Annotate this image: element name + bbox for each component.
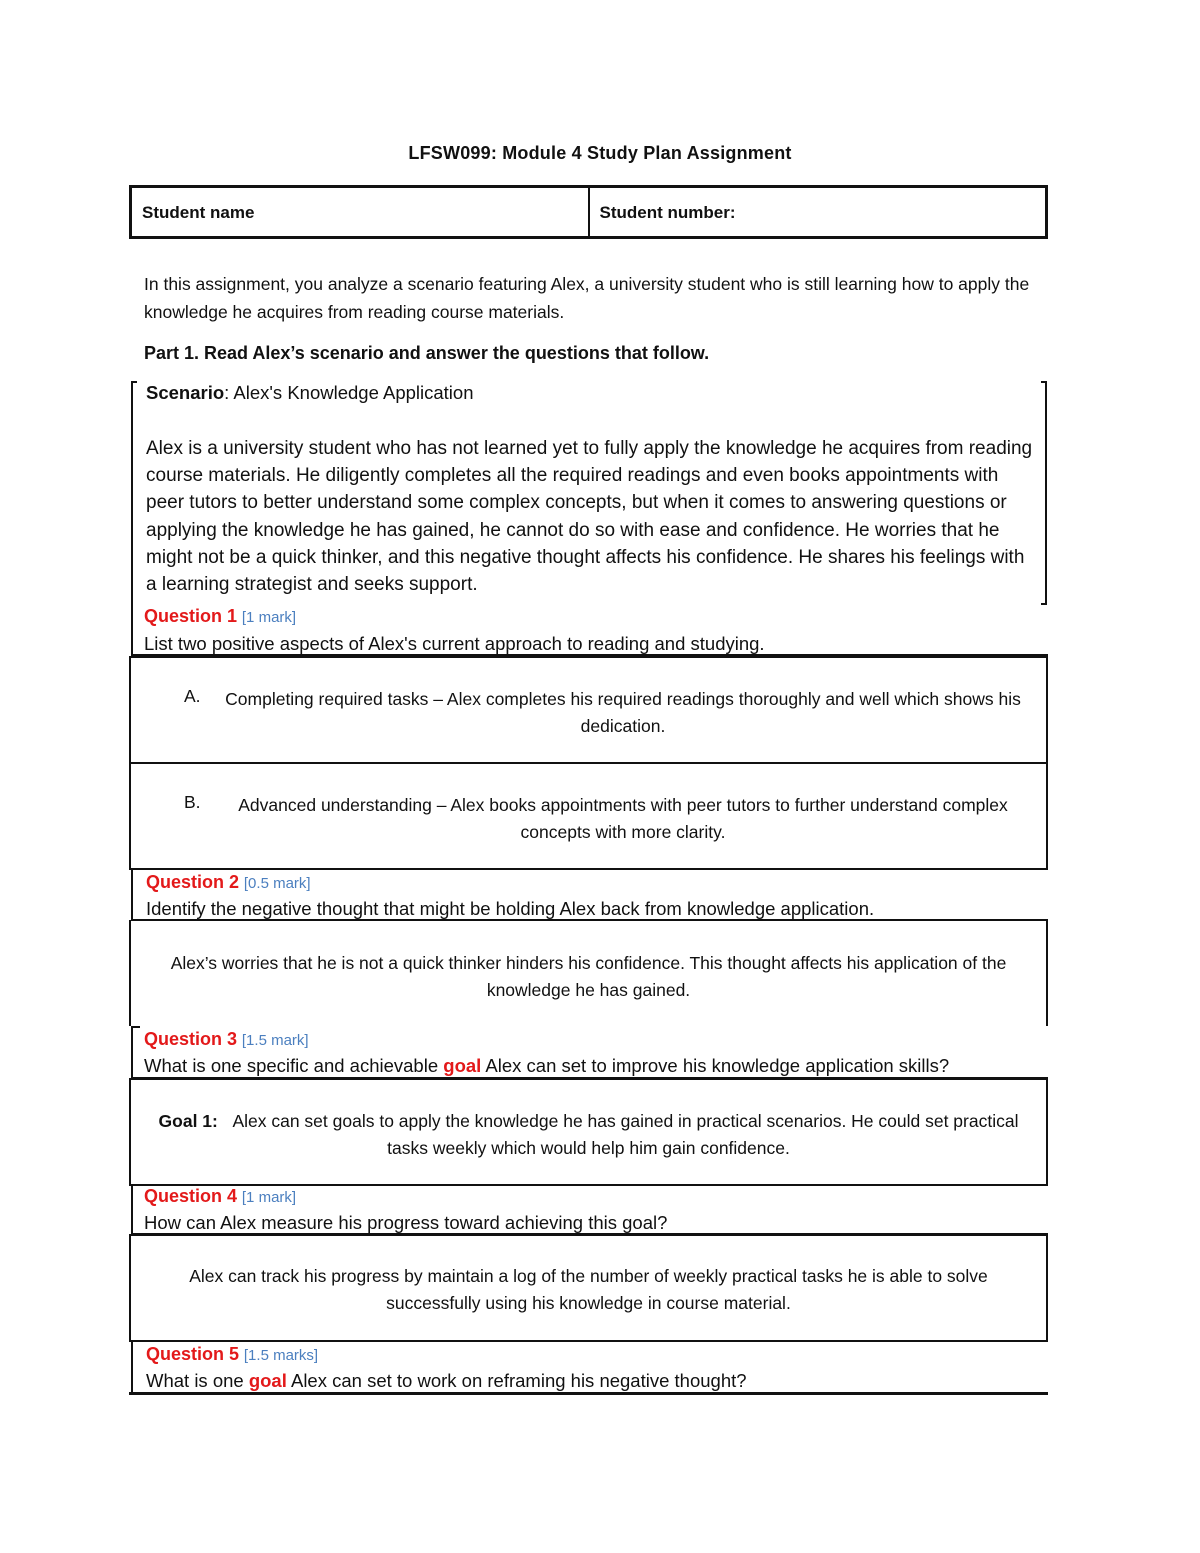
q5-heading — [146, 1344, 318, 1365]
q1-label: Question 1 — [144, 606, 238, 626]
q4-heading — [144, 1186, 296, 1207]
scenario-title — [146, 382, 474, 404]
q2-heading — [146, 872, 311, 893]
q3-text-pre: What is one specific and achievable — [144, 1055, 444, 1076]
q5-mark: [1.5 marks] — [243, 1347, 319, 1364]
q2-text: Identify the negative thought that might be holding Alex back from knowledge application. — [146, 898, 875, 919]
part1-heading: Part 1. Read Alex’s scenario and answer the questions that follow. — [144, 343, 710, 363]
q4-label: Question 4 — [144, 1186, 238, 1206]
q3-goal-word: goal — [443, 1055, 482, 1076]
intro-paragraph: In this assignment, you analyze a scenario featuring Alex, a university student who is still learning how to apply the knowledge he acquires from reading course materials. — [144, 274, 1030, 322]
page-title: LFSW099: Module 4 Study Plan Assignment — [408, 143, 792, 163]
q3-text — [144, 1055, 949, 1077]
q5-text-post: Alex can set to work on reframing his negative thought? — [286, 1370, 747, 1391]
q4-mark: [1 mark] — [241, 1189, 297, 1206]
q1-text: List two positive aspects of Alex's current approach to reading and studying. — [144, 633, 765, 654]
q1-left-rule — [131, 605, 133, 655]
q4-left-rule — [131, 1186, 133, 1234]
q1-answer-b-letter: B. — [184, 792, 201, 812]
q3-answer-label: Goal 1: — [158, 1111, 218, 1131]
q3-text-post: Alex can set to improve his knowledge application skills? — [481, 1055, 950, 1076]
q1-answer-a-letter: A. — [184, 686, 201, 706]
q5-underline — [129, 1392, 1048, 1395]
q4-answer: Alex can track his progress by maintain a log of the number of weekly practical tasks he is able to solve successfully using his knowledge in course material. — [189, 1266, 988, 1313]
q3-mark: [1.5 mark] — [241, 1032, 309, 1049]
q3-answer: Alex can set goals to apply the knowledge he has gained in practical scenarios. He could set practical tasks weekly which would help him gain confidence. — [232, 1111, 1019, 1158]
student-number-label: Student number: — [599, 203, 736, 222]
q2-mark: [0.5 mark] — [243, 875, 311, 892]
q4-text: How can Alex measure his progress toward achieving this goal? — [144, 1212, 668, 1233]
scenario-bracket-right — [1041, 381, 1047, 605]
student-info-table — [129, 185, 1048, 239]
scenario-title-text: : Alex's Knowledge Application — [224, 382, 474, 403]
q5-text-pre: What is one — [146, 1370, 249, 1391]
q3-left-rule — [131, 1026, 133, 1078]
q5-text — [146, 1370, 747, 1392]
q3-heading — [144, 1029, 309, 1050]
q5-label: Question 5 — [146, 1344, 240, 1364]
scenario-label: Scenario — [146, 382, 225, 403]
q3-label: Question 3 — [144, 1029, 238, 1049]
q2-label: Question 2 — [146, 872, 240, 892]
student-name-cell[interactable] — [132, 188, 590, 236]
q5-goal-word: goal — [248, 1370, 287, 1391]
q2-left-rule — [131, 870, 133, 920]
student-name-label: Student name — [142, 203, 255, 222]
q5-left-rule — [131, 1342, 133, 1394]
student-number-cell[interactable] — [590, 188, 1046, 236]
scenario-body: Alex is a university student who has not learned yet to fully apply the knowledge he acquires from reading course materials. He diligently completes all the required readings and even books appointments with peer tutors to better understand some complex concepts, but when it comes to answering questions or applying the knowledge he has gained, he cannot do so with ease and confidence. He worries that he might not be a quick thinker, and this negative thought affects his confidence. He shares his feelings with a learning strategist and seeks support. — [146, 438, 1033, 596]
scenario-bracket-left — [131, 381, 137, 383]
q1-answer-b: Advanced understanding – Alex books appointments with peer tutors to further understand complex concepts with more clarity. — [238, 795, 1008, 842]
q2-answer: Alex’s worries that he is not a quick thinker hinders his confidence. This thought affects his application of the knowledge he has gained. — [170, 953, 1007, 1000]
q1-heading — [144, 606, 296, 627]
q1-answer-a: Completing required tasks – Alex completes his required readings thoroughly and well which shows his dedication. — [225, 689, 1021, 736]
q3-answer-wrap — [140, 1108, 1037, 1162]
q1-mark: [1 mark] — [241, 609, 297, 626]
